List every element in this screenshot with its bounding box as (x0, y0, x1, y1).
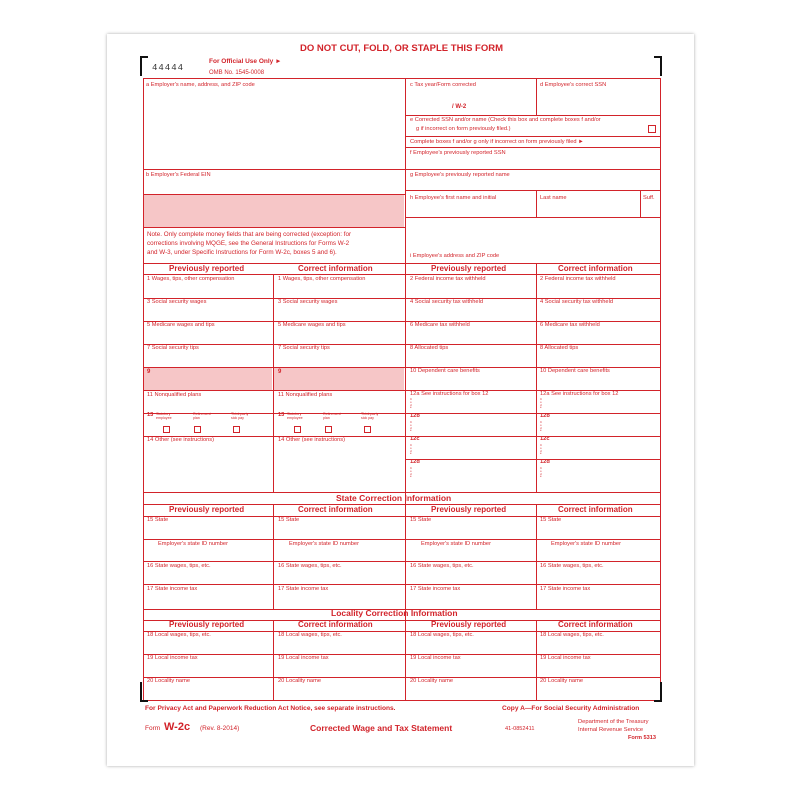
rule-h (143, 78, 660, 79)
rule-v (536, 620, 537, 700)
shaded-area (144, 195, 404, 227)
code-12a-correct: C o d e (540, 397, 543, 410)
box-7-prev-label: 7 Social security tips (147, 345, 199, 351)
box-1-correct-label: 1 Wages, tips, other compensation (278, 276, 366, 282)
code-12b-prev: C o d e (410, 420, 413, 433)
box-20-label-1: 20 Locality name (147, 678, 190, 684)
box-g-label: g Employee's previously reported name (410, 172, 510, 178)
box-12a-prev-label: 12a See instructions for box 12 (410, 391, 489, 397)
state-id-label-3: Employer's state ID number (421, 541, 491, 547)
code-12c-prev: C o d e (410, 443, 413, 456)
omb-number: OMB No. 1545-0008 (209, 70, 265, 76)
rule-h (143, 169, 405, 170)
box-18-label-2: 18 Local wages, tips, etc. (278, 632, 342, 638)
box-17-label-1: 17 State income tax (147, 586, 198, 592)
box-15-label-2: 15 State (278, 517, 300, 523)
locality-col-correct-1: Correct information (298, 620, 373, 629)
box-b-label: b Employer's Federal EIN (146, 172, 211, 178)
box-4-correct-label: 4 Social security tax withheld (540, 299, 614, 305)
box-14-prev-label: 14 Other (see instructions) (147, 437, 215, 443)
state-col-correct-1: Correct information (298, 505, 373, 514)
rule-h (143, 539, 660, 540)
col-header-prev-2: Previously reported (431, 264, 507, 273)
box-20-label-4: 20 Locality name (540, 678, 583, 684)
box-19-label-4: 19 Local income tax (540, 655, 591, 661)
rule-h (143, 561, 660, 562)
note-line-3: and W-3, under Specific Instructions for Form W-2c, boxes 5 and 6). (147, 249, 337, 256)
box-12b-correct-label: 12b (540, 413, 550, 419)
box-16-label-3: 16 State wages, tips, etc. (410, 563, 474, 569)
box-12c-correct-label: 12c (540, 436, 550, 442)
box-13-prev-thirdparty-checkbox[interactable] (233, 426, 240, 433)
state-id-label-1: Employer's state ID number (158, 541, 228, 547)
box-15-label-3: 15 State (410, 517, 432, 523)
box-13-correct-retirement-checkbox[interactable] (325, 426, 332, 433)
box-13-prev-retirement: Retirement plan (193, 412, 211, 420)
box-2-prev-label: 2 Federal income tax withheld (410, 276, 486, 282)
rule-h (143, 413, 660, 414)
rule-h (143, 700, 660, 701)
box-6-prev-label: 6 Medicare tax withheld (410, 322, 470, 328)
box-18-label-4: 18 Local wages, tips, etc. (540, 632, 604, 638)
state-col-prev-2: Previously reported (431, 505, 507, 514)
box-18-label-1: 18 Local wages, tips, etc. (147, 632, 211, 638)
state-id-label-2: Employer's state ID number (289, 541, 359, 547)
rule-h (143, 194, 405, 195)
box-12b-prev-label: 12b (410, 413, 420, 419)
registration-mark (660, 682, 662, 702)
box-13-correct-thirdparty: Third-party sick pay (361, 412, 379, 420)
state-id-label-4: Employer's state ID number (551, 541, 621, 547)
box-7-correct-label: 7 Social security tips (278, 345, 330, 351)
box-1-prev-label: 1 Wages, tips, other compensation (147, 276, 235, 282)
box-12a-correct-label: 12a See instructions for box 12 (540, 391, 619, 397)
rule-h (405, 147, 660, 148)
box-e-line-1: e Corrected SSN and/or name (Check this box and complete boxes f and/or (410, 117, 601, 123)
rule-v (640, 190, 641, 217)
rule-h (405, 190, 660, 191)
registration-mark (140, 56, 148, 58)
box-15-label-4: 15 State (540, 517, 562, 523)
box-c-label: c Tax year/Form corrected (410, 82, 476, 88)
locality-col-prev-1: Previously reported (169, 620, 245, 629)
rule-v (536, 190, 537, 217)
copy-a-label: Copy A—For Social Security Administration (502, 705, 640, 712)
box-c-form: / W-2 (452, 104, 467, 110)
rule-h (143, 227, 405, 228)
box-13-prev-retirement-checkbox[interactable] (194, 426, 201, 433)
box-11-prev-label: 11 Nonqualified plans (147, 392, 202, 398)
rule-h (143, 516, 660, 517)
registration-mark (140, 56, 142, 76)
box-9-correct-label: 9 (278, 369, 282, 375)
box-19-label-3: 19 Local income tax (410, 655, 461, 661)
registration-mark (654, 700, 662, 702)
code-12d-correct: C o d e (540, 466, 543, 479)
col-header-prev-1: Previously reported (169, 264, 245, 273)
rule-v (143, 78, 144, 700)
state-col-prev-1: Previously reported (169, 505, 245, 514)
box-16-label-1: 16 State wages, tips, etc. (147, 563, 211, 569)
complete-fg-instruction: Complete boxes f and/or g only if incorrect on form previously filed ► (410, 139, 584, 145)
box-17-label-2: 17 State income tax (278, 586, 329, 592)
box-18-label-3: 18 Local wages, tips, etc. (410, 632, 474, 638)
box-17-label-4: 17 State income tax (540, 586, 591, 592)
box-5-correct-label: 5 Medicare wages and tips (278, 322, 346, 328)
code-12a-prev: C o d e (410, 397, 413, 410)
state-col-correct-2: Correct information (558, 505, 633, 514)
box-3-correct-label: 3 Social security wages (278, 299, 338, 305)
box-9-prev-shade (144, 367, 272, 391)
col-header-correct-2: Correct information (558, 264, 633, 273)
box-10-prev-label: 10 Dependent care benefits (410, 368, 480, 374)
box-16-label-2: 16 State wages, tips, etc. (278, 563, 342, 569)
code-12b-correct: C o d e (540, 420, 543, 433)
box-12d-prev-label: 12d (410, 459, 420, 465)
rule-h (405, 136, 660, 137)
statement-title: Corrected Wage and Tax Statement (310, 723, 453, 733)
box-i-label: i Employee's address and ZIP code (410, 253, 500, 259)
locality-col-prev-2: Previously reported (431, 620, 507, 629)
box-8-prev-label: 8 Allocated tips (410, 345, 449, 351)
box-15-label-1: 15 State (147, 517, 169, 523)
locality-col-correct-2: Correct information (558, 620, 633, 629)
form-revision: (Rev. 8-2014) (200, 725, 240, 732)
col-header-correct-1: Correct information (298, 264, 373, 273)
box-8-correct-label: 8 Allocated tips (540, 345, 579, 351)
dept-treasury: Department of the Treasury (578, 719, 649, 725)
rule-v (405, 78, 406, 263)
rule-v (660, 78, 661, 700)
rule-h (143, 274, 660, 275)
locality-section-title: Locality Correction Information (331, 608, 458, 618)
form-number: Form 5313 (628, 735, 656, 741)
box-13-correct-retirement: Retirement plan (323, 412, 341, 420)
box-h-last-label: Last name (540, 195, 567, 201)
official-use-label: For Official Use Only ► (209, 58, 282, 65)
rule-v (273, 274, 274, 492)
box-4-prev-label: 4 Social security tax withheld (410, 299, 484, 305)
note-line-1: Note. Only complete money fields that are being corrected (exception: for (147, 231, 352, 238)
registration-mark (140, 682, 142, 702)
box-13-correct-statutory-checkbox[interactable] (294, 426, 301, 433)
dept-irs: Internal Revenue Service (578, 727, 644, 733)
box-3-prev-label: 3 Social security wages (147, 299, 207, 305)
registration-mark (660, 56, 662, 76)
box-19-label-2: 19 Local income tax (278, 655, 329, 661)
box-13-prev-thirdparty: Third-party sick pay (231, 412, 249, 420)
box-e-checkbox[interactable] (648, 125, 656, 133)
rule-v (536, 504, 537, 609)
privacy-notice: For Privacy Act and Paperwork Reduction Act Notice, see separate instructions. (145, 705, 396, 712)
registration-mark (140, 700, 148, 702)
box-10-correct-label: 10 Dependent care benefits (540, 368, 610, 374)
box-13-prev-label: 13 (147, 412, 154, 418)
box-16-label-4: 16 State wages, tips, etc. (540, 563, 604, 569)
box-17-label-3: 17 State income tax (410, 586, 461, 592)
registration-mark (654, 56, 662, 58)
note-line-2: corrections involving MQGE, see the General Instructions for Forms W-2 (147, 240, 350, 247)
box-13-correct-statutory: Statutory employee (287, 412, 303, 420)
rule-h (405, 115, 660, 116)
box-d-label: d Employee's correct SSN (540, 82, 607, 88)
rule-v (536, 78, 537, 115)
box-12d-correct-label: 12d (540, 459, 550, 465)
box-a-label: a Employer's name, address, and ZIP code (146, 82, 255, 88)
box-2-correct-label: 2 Federal income tax withheld (540, 276, 616, 282)
box-e-line-2: g if incorrect on form previously filed.) (416, 126, 511, 132)
box-13-prev-statutory-checkbox[interactable] (163, 426, 170, 433)
box-20-label-3: 20 Locality name (410, 678, 453, 684)
box-f-label: f Employee's previously reported SSN (410, 150, 506, 156)
rule-v (405, 263, 406, 700)
box-13-correct-thirdparty-checkbox[interactable] (364, 426, 371, 433)
form-name: W-2c (164, 721, 191, 733)
box-9-prev-label: 9 (147, 369, 151, 375)
rule-h (405, 169, 660, 170)
form-banner: DO NOT CUT, FOLD, OR STAPLE THIS FORM (300, 43, 504, 54)
box-13-correct-label: 13 (278, 412, 285, 418)
box-5-prev-label: 5 Medicare wages and tips (147, 322, 215, 328)
rule-h (405, 436, 660, 437)
form-word: Form (145, 725, 161, 732)
box-11-correct-label: 11 Nonqualified plans (278, 392, 333, 398)
rule-h (143, 584, 660, 585)
catalog-number: 41-0852411 (505, 726, 535, 732)
box-6-correct-label: 6 Medicare tax withheld (540, 322, 600, 328)
box-14-correct-label: 14 Other (see instructions) (278, 437, 346, 443)
box-9-correct-shade (274, 367, 404, 391)
rule-h (405, 459, 660, 460)
rule-h (405, 217, 660, 218)
box-h-suff-label: Suff. (643, 195, 655, 201)
code-12c-correct: C o d e (540, 443, 543, 456)
code-12d-prev: C o d e (410, 466, 413, 479)
box-19-label-1: 19 Local income tax (147, 655, 198, 661)
rule-v (273, 620, 274, 700)
state-section-title: State Correction Information (336, 493, 452, 503)
box-13-prev-statutory: Statutory employee (156, 412, 172, 420)
box-12c-prev-label: 12c (410, 436, 420, 442)
box-20-label-2: 20 Locality name (278, 678, 321, 684)
rule-h (143, 344, 660, 345)
box-h-first-label: h Employee's first name and initial (410, 195, 497, 201)
void-code: 44444 (152, 63, 185, 73)
rule-v (273, 504, 274, 609)
